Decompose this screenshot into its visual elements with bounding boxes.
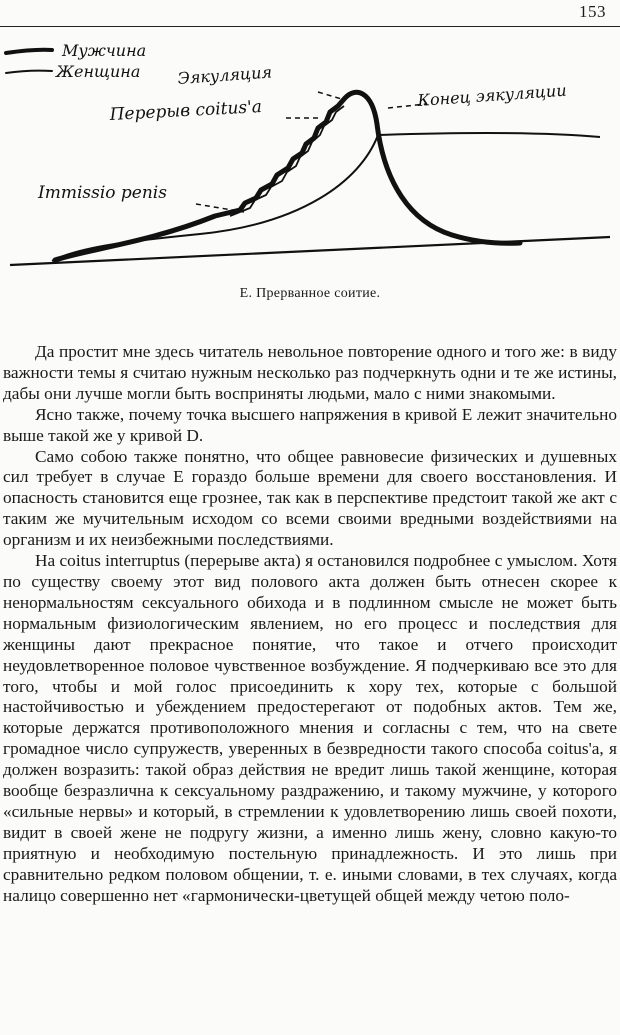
page-number: 153 [579,2,606,21]
ejaculation-leader [318,92,345,100]
paragraph: На coitus interruptus (перерыве акта) я остановился подробнее с умыслом. Хотя по существу своему этот вид полового акта должен быть отнесен скорее к ненормальностям сексуального обихода и в подлинном смысле не может быть нормальным физиологическим явлением, но его процесс и последствия для женщины дают прекрасное понятие, что такое и отчего происходит неудовлетворенное половое чувственное возбуждение. Я подчеркиваю все это для того, чтобы и мой голос присоединить к хору тех, которые с большой настойчивостью и убеждением предостерегают от подобных актов. Тем же, которые держатся противоположного мнения и согласны с тем, что на свете громадное число супружеств, уверенных в безвредности такого способа coitus'а, я должен возразить: такой образ действия не вредит лишь такой женщине, которая вообще безразлична к сексуальному раздражению, и такому мужчине, у которого «сильные нервы» и который, в стремлении к удовлетворению лишь своей похоти, видит в своей жене не подругу жизни, а именно лишь жену, словно какую-то приятную и необходимую постельную принадлежность. И это лишь при сравнительно редком половом общении, т. е. иными словами, в тех случаях, когда налицо совершенно нет «гармонически-цветущей общей между четою поло- [3,551,617,905]
ejaculation-label: Эякуляция [176,62,273,88]
immissio-label: Immissio penis [38,183,167,203]
body-text [3,342,617,906]
end-ejaculation-label: Конец эякуляции [416,80,568,110]
interruption-label: Перерыв coitus'a [109,97,263,125]
paragraph: Само собою также понятно, что общее равновесие физических и душевных сил требует в случае Е гораздо больше времени для своего восстановления. И опасность становится еще грознее, так как в перспективе предстоит такой же акт с таким же мучительным исходом со всеми своими вредными воздействиями на организм и их неизбежными последствиями. [3,446,617,550]
paragraph: Ясно также, почему точка высшего напряжения в кривой Е лежит значительно выше такой же у кривой D. [3,404,617,445]
figure-caption: Е. Прерванное соитие. [239,286,381,301]
header-rule [0,26,620,27]
figure-drawing [0,32,620,282]
legend-men-stroke [6,50,52,53]
legend-men-label: Мужчина [62,41,147,60]
figure-e-interrupted-coitus [0,32,620,282]
paragraph: Да простит мне здесь читатель невольное повторение одного и того же: в виду важности темы я считаю нужным несколько раз подчеркнуть одни и те же истины, дабы они лучше могли быть восприняты людьми, мало с ними знакомыми. [3,342,617,403]
legend-women-label: Женщина [56,62,141,81]
legend-women-stroke [6,71,52,73]
